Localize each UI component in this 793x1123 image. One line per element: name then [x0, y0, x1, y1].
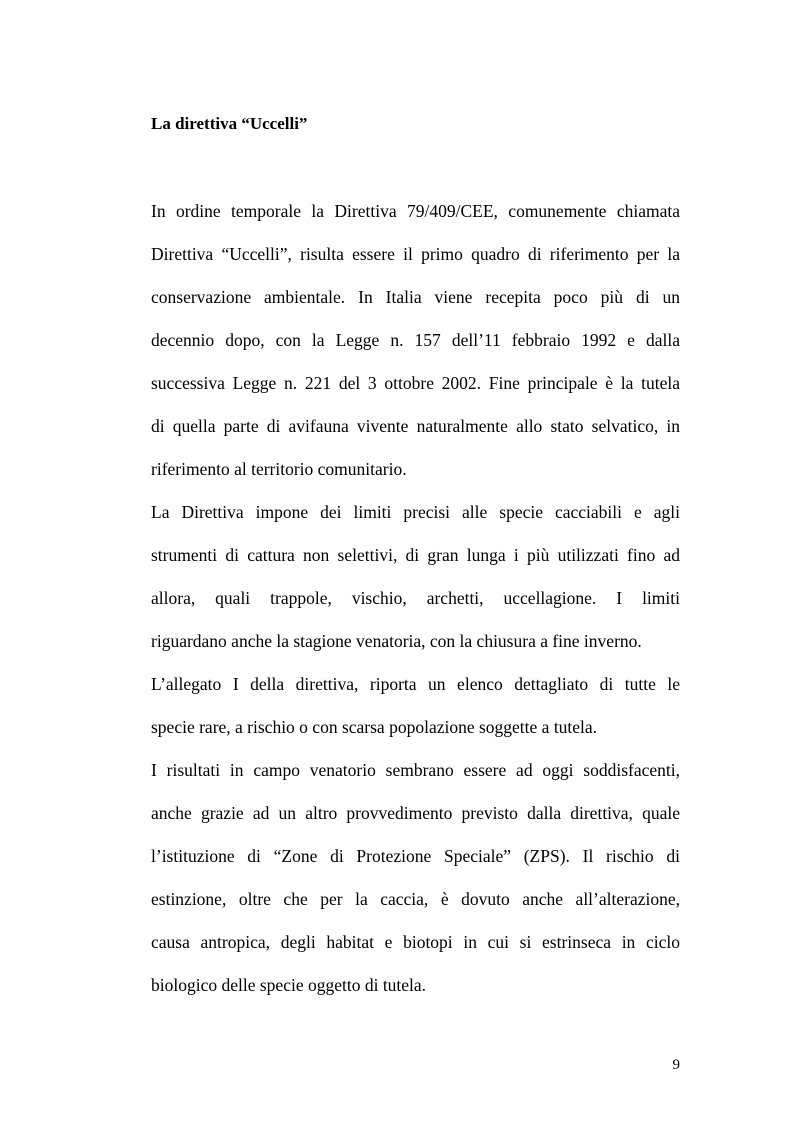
paragraph-1-line-3: conservazione ambientale. In Italia viene recepita poco più di un [151, 287, 680, 307]
paragraph-1-line-6: di quella parte di avifauna vivente naturalmente allo stato selvatico, in [151, 416, 680, 436]
paragraph-1-line-1: In ordine temporale la Direttiva 79/409/CEE, comunemente chiamata [151, 201, 680, 221]
paragraph-2-line-2: strumenti di cattura non selettivi, di gran lunga i più utilizzati fino ad [151, 545, 680, 565]
paragraph-4-line-1: I risultati in campo venatorio sembrano essere ad oggi soddisfacenti, [151, 760, 680, 780]
paragraph-2-line-3: allora, quali trappole, vischio, archetti, uccellagione. I limiti [151, 588, 680, 608]
paragraph-3-line-1: L’allegato I della direttiva, riporta un elenco dettagliato di tutte le [151, 674, 680, 694]
paragraph-3-line-2: specie rare, a rischio o con scarsa popolazione soggette a tutela. [151, 717, 598, 737]
paragraph-1-line-7: riferimento al territorio comunitario. [151, 459, 407, 479]
page-number: 9 [672, 1057, 680, 1073]
paragraph-2-line-1: La Direttiva impone dei limiti precisi alle specie cacciabili e agli [151, 502, 680, 522]
paragraph-1-line-2: Direttiva “Uccelli”, risulta essere il primo quadro di riferimento per la [151, 244, 680, 264]
paragraph-1-line-4: decennio dopo, con la Legge n. 157 dell’11 febbraio 1992 e dalla [151, 330, 680, 350]
paragraph-1-line-5: successiva Legge n. 221 del 3 ottobre 2002. Fine principale è la tutela [151, 373, 680, 393]
section-heading: La direttiva “Uccelli” [151, 114, 308, 133]
paragraph-4-line-6: biologico delle specie oggetto di tutela. [151, 975, 427, 995]
paragraph-4-line-3: l’istituzione di “Zone di Protezione Speciale” (ZPS). Il rischio di [151, 846, 680, 866]
paragraph-4-line-5: causa antropica, degli habitat e biotopi in cui si estrinseca in ciclo [151, 932, 680, 952]
paragraph-2-line-4: riguardano anche la stagione venatoria, con la chiusura a fine inverno. [151, 631, 642, 651]
paragraph-4-line-2: anche grazie ad un altro provvedimento previsto dalla direttiva, quale [151, 803, 680, 823]
paragraph-4-line-4: estinzione, oltre che per la caccia, è dovuto anche all’alterazione, [151, 889, 680, 909]
